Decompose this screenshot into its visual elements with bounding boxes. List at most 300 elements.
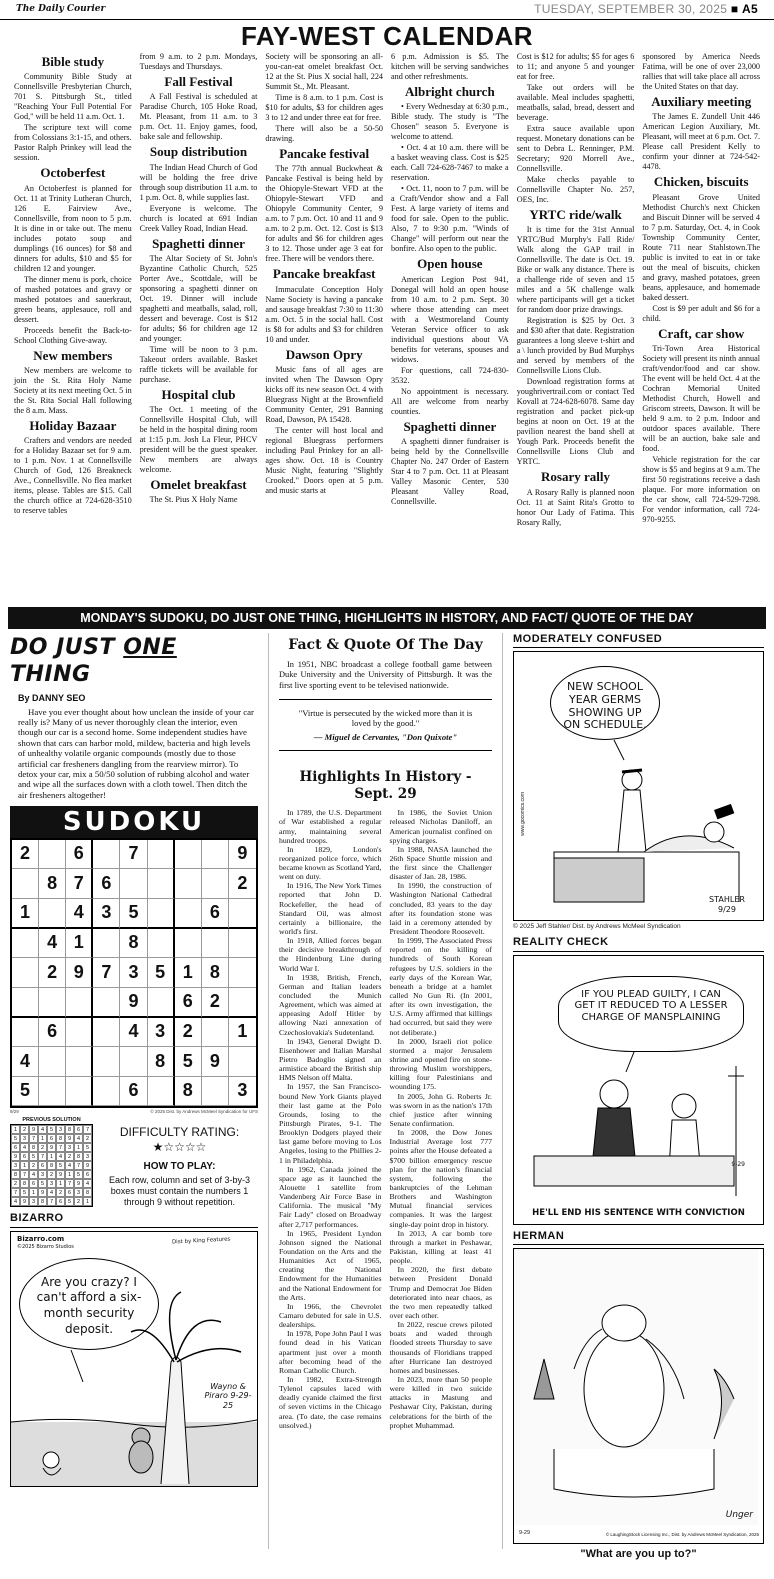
history-entry: In 1962, Canada joined the space age as it launched the Alouette 1 satellite from Vandenberg Air Force Base in California. The musical "My Fair Lady" closed on Broadway after 2,717 performances. xyxy=(279,1164,382,1229)
calendar-paragraph: Society will be sponsoring an all-you-can-eat omelet breakfast Oct. 12 at the St. Pius X social hall, 224 Summit St., Mt. Pleasant. xyxy=(265,52,384,91)
quote-box xyxy=(279,699,492,751)
reality-drawing xyxy=(514,956,758,1224)
calendar-paragraph: For questions, call 724-830-3532. xyxy=(391,365,509,385)
previous-solution-cell: 6 xyxy=(11,1143,20,1152)
history-entry: In 2008, the Dow Jones Industrial Average lost 777 points after the House defeated a $700 billion emergency rescue plan for the nation's financial system, following the bankruptcies of the Lehman Brothers and Washington Mutual financial services companies. It was the largest single-day point drop in history. xyxy=(389,1128,492,1229)
previous-solution-cell: 7 xyxy=(65,1179,74,1188)
sudoku-cell[interactable]: 6 xyxy=(175,988,202,1018)
calendar-paragraph: Proceeds benefit the Back-to-School Clothing Give-away. xyxy=(14,325,132,345)
previous-solution-cell: 8 xyxy=(83,1188,92,1197)
reality-check-label: REALITY CHECK xyxy=(513,936,764,951)
calendar-paragraph: There will also be a 50-50 drawing. xyxy=(265,124,384,143)
previous-solution-cell: 5 xyxy=(11,1134,20,1143)
calendar-paragraph: The 77th annual Buckwheat & Pancake Festival is being held by the Ohiopyle-Stewart VFD at the Ohiopyle-Stewart VFD and Ohiopyle Community Center, 9 a.m. to 7 p.m. Oct. 10 and 11 and 9 a.m. to 2 p.m. Oct. 12. Cost is $13 for adults and $6 for children ages 3 to 12. Those under age 3 eat for free. There will be vendors there. xyxy=(265,164,384,264)
sudoku-cell[interactable]: 4 xyxy=(66,899,93,929)
calendar-heading: Rosary rally xyxy=(541,469,610,485)
previous-solution-cell: 6 xyxy=(20,1152,29,1161)
sudoku-cell[interactable]: 5 xyxy=(148,958,175,987)
byline: By DANNY SEO xyxy=(18,692,86,703)
fact-text: In 1951, NBC broadcast a college football game between Duke University and the University of Pittsburgh. It was the first live sporting event to be televised nationwide. xyxy=(279,660,492,690)
calendar-paragraph: • Every Wednesday at 6:30 p.m., Bible study. The study is "The Chosen" season 5. Everyone is welcome to attend. xyxy=(391,102,509,142)
history-entry: In 2023, more than 50 people were killed in two suicide attacks in Mastung and Peshawar City, Pakistan, during celebrations for the birth of the prophet Muhammad. xyxy=(389,1374,492,1430)
sudoku-cell[interactable] xyxy=(93,1047,120,1076)
calendar-heading: Open house xyxy=(417,256,483,272)
sudoku-cell[interactable] xyxy=(39,988,66,1018)
sudoku-cell[interactable]: 2 xyxy=(12,840,39,869)
previous-solution-cell: 6 xyxy=(74,1125,83,1134)
sudoku-cell[interactable] xyxy=(148,899,175,929)
history-entry: In 1789, the U.S. Department of War established a regular army, maintaining several hundred troops. xyxy=(279,808,382,845)
previous-solution-cell: 1 xyxy=(74,1143,83,1152)
calendar-paragraph: Cost is $12 for adults; $5 for ages 6 to 11; and anyone 5 and younger eat for free. xyxy=(516,52,635,81)
calendar-heading: Pancake festival xyxy=(279,146,370,161)
previous-solution-cell: 5 xyxy=(47,1125,56,1134)
calendar-column xyxy=(140,52,258,604)
calendar-paragraph: The scripture text will come from Colossians 3:1-15, and others. Pastor Ralph Prinkey will lead the session. xyxy=(14,123,132,163)
sudoku-cell[interactable] xyxy=(39,840,66,869)
calendar-paragraph: New members are welcome to join the St. Rita Holy Name Society at its next meeting Oct. 5 in the St. Rita Social Hall following the 8 a.m. Mass. xyxy=(14,365,132,415)
previous-solution-cell: 9 xyxy=(56,1170,65,1179)
history-entry: In 1943, General Dwight D. Eisenhower and Italian Marshal Pietro Badoglio signed an armistice aboard the British ship HMS Nelson off Malta. xyxy=(279,1036,382,1083)
calendar-column xyxy=(265,52,383,604)
calendar-paragraph: Everyone is welcome. The church is located at 691 Indian Creek Valley Road, Indian Head. xyxy=(139,203,258,233)
sudoku-cell[interactable] xyxy=(66,1077,93,1106)
calendar-heading: Spaghetti dinner xyxy=(152,235,245,251)
previous-solution-cell: 7 xyxy=(47,1197,56,1206)
bottom-section xyxy=(0,629,774,1561)
moderately-confused-comic: NEW SCHOOL YEAR GERMS SHOWING UP ON SCHEDULE. www.gocomics.com STAHLER 9/29 xyxy=(513,651,764,921)
how-to-play-text: Each row, column and set of 3-by-3 boxes must contain the numbers 1 through 9 without repetition. xyxy=(108,1174,251,1207)
sudoku-copyright: © 2025 Dist. by Andrews McMeel Syndication for UFS xyxy=(150,1109,258,1114)
bizarro-signature: Wayno & Piraro 9-29-25 xyxy=(204,1381,252,1411)
previous-solution-cell: 1 xyxy=(83,1197,92,1206)
sudoku-cell[interactable] xyxy=(175,869,202,898)
sudoku-cell[interactable] xyxy=(175,899,202,929)
previous-solution-cell: 4 xyxy=(74,1134,83,1143)
previous-solution-cell: 2 xyxy=(56,1188,65,1197)
sudoku-cell[interactable]: 8 xyxy=(175,1077,202,1106)
sudoku-cell[interactable] xyxy=(202,1077,229,1106)
calendar-paragraph: The dinner menu is pork, choice of mashed potatoes and gravy or mashed potatoes and sauerkraut, green beans, applesauce, roll and dessert. xyxy=(14,274,132,324)
date-text: TUESDAY, SEPTEMBER 30, 2025 xyxy=(534,2,728,17)
previous-solution-cell: 7 xyxy=(56,1143,65,1152)
calendar-paragraph: Take out orders will be available. Meal includes spaghetti, meatballs, salad, bread, dessert and beverage. xyxy=(516,83,635,122)
sudoku-cell[interactable] xyxy=(229,988,256,1018)
sudoku-cell[interactable]: 3 xyxy=(229,1077,256,1106)
sudoku-cell[interactable] xyxy=(93,1018,120,1047)
previous-solution-cell: 7 xyxy=(11,1188,20,1197)
previous-solution-cell: 1 xyxy=(38,1134,47,1143)
sudoku-cell[interactable]: 1 xyxy=(229,1018,256,1047)
calendar-paragraph: Download registration forms at youghrivertrail.com or contact Ted Kovall at 724-628-6078. Same day registration and packet pick-up begins at noon on Oct. 19 at the pavilion nearest the band shell at Yough Park. Proceeds benefit the Connellsville Lions Club and YRTC. xyxy=(516,377,635,467)
sudoku-cell[interactable]: 9 xyxy=(229,840,256,869)
history-entry: In 1986, the Soviet Union released Nicholas Daniloff, an American journalist confined on spying charges. xyxy=(389,808,492,845)
calendar-paragraph: • Oct. 11, noon to 7 p.m. will be a Craft/Vendor show and a Fall Fest. A large variety of items and food for sale. Open to the public. Also, 7 to 9:30 p.m. "Winds of Change" will perform out near the bonfire. Also open to the public. xyxy=(391,184,509,254)
history-entry: In 1966, the Chevrolet Camaro debuted for sale in U.S. dealerships. xyxy=(279,1301,382,1330)
previous-solution-cell: 7 xyxy=(83,1125,92,1134)
quote-text: "Virtue is persecuted by the wicked more than it is loved by the good." xyxy=(298,707,473,729)
previous-solution-cell: 9 xyxy=(83,1161,92,1170)
confused-speech-bubble: NEW SCHOOL YEAR GERMS SHOWING UP ON SCHEDULE. xyxy=(550,666,660,740)
calendar-paragraph: The Indian Head Church of God will be holding the free drive through soup distribution 11 a.m. to 1 p.m. Oct. 8, while supplies last. xyxy=(139,162,258,202)
previous-solution-cell: 6 xyxy=(65,1188,74,1197)
history-entry: In 1988, NASA launched the 26th Space Shuttle mission and the first since the Challenger disaster of Jan. 28, 1986. xyxy=(389,844,492,882)
sudoku-cell[interactable]: 6 xyxy=(39,1018,66,1047)
calendar-heading: Spaghetti dinner xyxy=(403,418,497,434)
previous-solution-cell: 8 xyxy=(65,1125,74,1134)
sudoku-cell[interactable]: 5 xyxy=(120,899,147,929)
calendar-paragraph: Tri-Town Area Historical Society will present its ninth annual craft/vendor/food and car show. The event will be held Oct. 4 at the Cochran Memorial United Methodist Church, Howell and Griscom streets, Dawson. It will be held 9 a.m. to 2 p.m. Indoor and outdoor spaces available. There will be an auction, bake sale and food. xyxy=(642,343,761,453)
sudoku-cell[interactable]: 6 xyxy=(93,869,120,898)
reality-signature: 9-29 xyxy=(731,1160,745,1168)
previous-solution-cell: 2 xyxy=(11,1179,20,1188)
sudoku-cell[interactable]: 3 xyxy=(148,1018,175,1047)
sudoku-cell[interactable]: 8 xyxy=(202,958,229,987)
history-entry: In 1965, President Lyndon Johnson signed the National Foundation on the Arts and the Humanities Act of 1965, creating the National Endowment for the Humanities and the National Endowment for the Arts. xyxy=(279,1228,382,1302)
sudoku-cell[interactable] xyxy=(12,958,39,987)
sudoku-cell[interactable] xyxy=(66,1047,93,1076)
sudoku-cell[interactable]: 7 xyxy=(66,869,93,898)
do-just-one-thing-title: DO JUST ONE THING xyxy=(10,635,177,687)
previous-solution-cell: 1 xyxy=(29,1188,38,1197)
bizarro-label: BIZARRO xyxy=(10,1212,258,1227)
sudoku-cell[interactable] xyxy=(202,840,229,869)
previous-solution-grid xyxy=(10,1124,93,1207)
previous-solution-cell: 9 xyxy=(11,1152,20,1161)
previous-solution-cell: 6 xyxy=(56,1197,65,1206)
previous-solution-cell: 3 xyxy=(83,1152,92,1161)
calendar-paragraph: Pleasant Grove United Methodist Church's next Chicken and Biscuit Dinner will be served 4 to 7 p.m. Saturday, Oct. 4, in Cook Township Community Center, Route 711 near Stahlstown.The public is invited to eat in or take out the meal of biscuits, chicken and gravy, mashed potatoes, green beans, applesauce, and homemade baked dessert. xyxy=(642,192,761,302)
sudoku-cell[interactable]: 2 xyxy=(229,869,256,898)
calendar-paragraph: Immaculate Conception Holy Name Society is having a pancake and sausage breakfast 7:30 to 11:30 a.m. Oct. 5 in the social hall. Cost is $8 for adults and $3 for children 10 and under. xyxy=(265,284,384,344)
calendar-paragraph: Make checks payable to Connellsville Chapter No. 257, OES, Inc. xyxy=(516,175,635,204)
bizarro-drawing xyxy=(11,1232,257,1486)
previous-solution-cell: 6 xyxy=(29,1179,38,1188)
history-entry: In 2020, the first debate between President Donald Trump and Democrat Joe Biden deteriorated into near chaos, as the two men repeatedly talked over each other. xyxy=(389,1265,492,1320)
previous-solution-cell: 2 xyxy=(47,1170,56,1179)
history-entry: In 1978, Pope John Paul I was found dead in his Vatican apartment just over a month after becoming head of the Roman Catholic Church. xyxy=(279,1329,382,1375)
calendar-heading: Craft, car show xyxy=(658,325,745,341)
sudoku-cell[interactable]: 1 xyxy=(12,899,39,929)
previous-solution-cell: 7 xyxy=(38,1152,47,1161)
sudoku-cell[interactable] xyxy=(202,869,229,898)
left-column xyxy=(10,633,258,1549)
previous-solution-cell: 1 xyxy=(11,1125,20,1134)
sudoku-cell[interactable]: 9 xyxy=(66,958,93,987)
sudoku-cell[interactable] xyxy=(148,840,175,869)
bizarro-speech-bubble: Are you crazy? I can't afford a six-month security deposit. xyxy=(19,1258,159,1350)
sudoku-cell[interactable] xyxy=(93,1077,120,1106)
previous-solution-cell: 9 xyxy=(20,1197,29,1206)
previous-solution-cell: 5 xyxy=(56,1161,65,1170)
previous-solution-cell: 4 xyxy=(65,1161,74,1170)
previous-solution-cell: 8 xyxy=(56,1134,65,1143)
sudoku-cell[interactable] xyxy=(12,869,39,898)
previous-solution-cell: 7 xyxy=(20,1170,29,1179)
sudoku-cell[interactable]: 6 xyxy=(202,899,229,929)
previous-solution-cell: 2 xyxy=(29,1161,38,1170)
previous-solution-cell: 3 xyxy=(20,1134,29,1143)
previous-solution-cell: 2 xyxy=(83,1134,92,1143)
calendar-paragraph: 6 p.m. Admission is $5. The kitchen will be serving sandwiches and other refreshments. xyxy=(391,52,509,81)
calendar-heading: Chicken, biscuits xyxy=(653,174,749,190)
sudoku-cell[interactable]: 2 xyxy=(39,958,66,987)
quote-attribution: — Miguel de Cervantes, "Don Quixote" xyxy=(313,731,458,742)
herman-label: HERMAN xyxy=(513,1230,764,1245)
previous-solution-cell: 5 xyxy=(20,1188,29,1197)
previous-solution-cell: 1 xyxy=(47,1152,56,1161)
sudoku-cell[interactable] xyxy=(120,1047,147,1076)
calendar-paragraph: Crafters and vendors are needed for a Holiday Bazaar set for 9 a.m. to 1 p.m. Nov. 1 at Connellsville Church of God, 126 Breakneck Ave., Connellsville. No flea market items, please. Tables are $15. Call the church office at 724-628-3510 to reserve tables xyxy=(14,436,132,516)
previous-solution-cell: 8 xyxy=(74,1152,83,1161)
sudoku-cell[interactable] xyxy=(175,929,202,958)
calendar-paragraph: American Legion Post 941, Donegal will hold an open house from 10 a.m. to 2 p.m. Sept. 30 where those attending can meet with a Westmoreland County Veteran Service officer to ask individual questions about VA benefits for veterans, spouses and widows. xyxy=(391,274,509,364)
calendar-paragraph: Time is 8 a.m. to 1 p.m. Cost is $10 for adults, $3 for children ages 3 to 12 and under three eat for free. xyxy=(265,93,384,122)
previous-solution-cell: 3 xyxy=(47,1179,56,1188)
sudoku-title: SUDOKU xyxy=(10,806,258,838)
difficulty-stars: ★☆☆☆☆ xyxy=(152,1140,207,1155)
sudoku-cell[interactable] xyxy=(93,840,120,869)
previous-solution-cell: 5 xyxy=(83,1143,92,1152)
calendar-paragraph: The James E. Zundell Unit 446 American Legion Auxiliary, Mt. Pleasant, will meet at 6 p.m. Oct. 7. Please call President Kelly to confirm your dinner at 724-542-4478. xyxy=(642,112,761,172)
calendar-column xyxy=(14,52,132,604)
newspaper-brand: The Daily Courier xyxy=(16,4,106,15)
difficulty-box: DIFFICULTY RATING: ★☆☆☆☆ HOW TO PLAY: Each row, column and set of 3-by-3 boxes must contain the numbers 1 through 9 without repetition. xyxy=(101,1117,258,1207)
sudoku-cell[interactable] xyxy=(148,1077,175,1106)
calendar-heading: Pancake breakfast xyxy=(272,266,376,282)
previous-solution-cell: 4 xyxy=(83,1179,92,1188)
sudoku-cell[interactable] xyxy=(175,840,202,869)
sudoku-cell[interactable]: 9 xyxy=(120,988,147,1018)
sudoku-cell[interactable] xyxy=(229,958,256,987)
confused-drawing xyxy=(514,652,758,920)
calendar-paragraph: The Oct. 1 meeting of the Connellsville Hospital Club, will be held in the hospital dining room at 1:15 p.m. Josh La Fleur, PHCV president will be the guest speaker. New members are always welcome. xyxy=(139,405,258,475)
calendar-heading: Holiday Bazaar xyxy=(29,417,117,433)
previous-solution-cell: 9 xyxy=(38,1188,47,1197)
previous-solution-cell: 4 xyxy=(38,1125,47,1134)
sudoku-cell[interactable] xyxy=(148,929,175,958)
history-entry: In 1916, The New York Times reported that John D. Rockefeller, the head of Standard Oil, was almost certainly a billionaire, the world's first. xyxy=(279,881,382,937)
history-title: Highlights In History - Sept. 29 xyxy=(299,769,472,802)
sudoku-cell[interactable]: 5 xyxy=(12,1077,39,1106)
previous-solution-cell: 2 xyxy=(38,1143,47,1152)
calendar-heading: Octoberfest xyxy=(40,165,106,181)
calendar-paragraph: Community Bible Study at Connellsville Presbyterian Church, 701 S. Pittsburgh St., titled "Reaching Your Full Potential For God," will be held 11 a.m. Oct. 1. xyxy=(14,72,132,122)
calendar-paragraph: Time will be noon to 3 p.m. Takeout orders available. Basket raffle tickets will be available for purchase. xyxy=(139,344,258,384)
sudoku-cell[interactable]: 9 xyxy=(202,1047,229,1076)
sudoku-cell[interactable]: 2 xyxy=(175,1018,202,1047)
previous-solution: PREVIOUS SOLUTION 1 2 9 4 5 3 8 6 7 5 3 7 1 6 8 9 4 2 6 4 8 2 9 7 3 1 5 9 6 5 7 1 4 2 8 3 3 1 2 6 8 5 4 7 9 8 7 4 3 2 9 1 5 6 2 8 6 5 3 1 7 9 4 7 5 1 9 4 2 6 3 8 4 9 3 8 7 6 5 2 1 xyxy=(10,1117,93,1207)
sudoku-cell[interactable]: 4 xyxy=(120,1018,147,1047)
sudoku-cell[interactable] xyxy=(39,1047,66,1076)
sudoku-cell[interactable]: 4 xyxy=(12,1047,39,1076)
calendar-paragraph: • Oct. 4 at 10 a.m. there will be a basket weaving class. Cost is $25 each. Call 724-628-7467 to make a reservation. xyxy=(391,143,509,183)
sudoku-cell[interactable] xyxy=(39,1077,66,1106)
calendar-paragraph: Music fans of all ages are invited when The Dawson Opry kicks off its new season Oct. 4 with Bluegrass Night at the Brownfield Community Center, 291 Banning Road, Dawson, PA 15428. xyxy=(265,364,384,424)
previous-solution-cell: 7 xyxy=(74,1161,83,1170)
sudoku-cell[interactable]: 8 xyxy=(39,869,66,898)
reality-caption: HE'LL END HIS SENTENCE WITH CONVICTION xyxy=(532,1208,745,1219)
djot-body: Have you ever thought about how unclean the inside of your car really is? Many of us never thoroughly clean the interior, even though our car is a second home. Some independent studies have shown that cars can harbor mold, mildew, bacteria and high levels of unhealthy volatile organic compounds (mostly due to those artificial car fresheners dangling from the rearview mirror). To detox your car, mix a 50/50 solution of rubbing alcohol and water and wipe all the surfaces down with a cloth towel. Then ditch the air fresheners altogether! xyxy=(18,706,254,800)
sudoku-cell[interactable]: 8 xyxy=(120,929,147,958)
sudoku-footer xyxy=(10,1117,258,1207)
calendar-heading: Auxiliary meeting xyxy=(651,94,752,109)
sudoku-date: 9/29 xyxy=(10,1109,19,1114)
previous-solution-cell: 6 xyxy=(83,1170,92,1179)
sudoku-cell[interactable] xyxy=(229,899,256,929)
calendar-column xyxy=(391,52,509,604)
moderately-confused-label: MODERATELY CONFUSED xyxy=(513,633,764,648)
reality-speech-bubble: IF YOU PLEAD GUILTY, I CAN GET IT REDUCED TO A LESSER CHARGE OF MANSPLAINING xyxy=(558,976,744,1052)
calendar-heading: Omelet breakfast xyxy=(150,477,247,493)
previous-solution-cell: 3 xyxy=(74,1188,83,1197)
calendar-paragraph: Extra sauce available upon request. Monetary donations can be sent to Debra L. Renninger, P.M. Secretary; 920 Morrell Ave., Connellsville. xyxy=(516,124,635,173)
previous-solution-cell: 9 xyxy=(29,1125,38,1134)
calendar-paragraph: It is time for the 31st Annual YRTC/Bud Murphy's Fall Ride/ Walk along the GAP trail in Connellsville. The date is Oct. 19. Bike or walk any distance. There is a challenge ride of seven and 15 miles and a 5K challenge walk where participants will get a ticket for random door prize drawings. xyxy=(516,225,635,315)
sudoku-cell[interactable]: 5 xyxy=(175,1047,202,1076)
previous-solution-cell: 7 xyxy=(29,1134,38,1143)
sudoku-cell[interactable]: 1 xyxy=(66,929,93,958)
herman-caption: "What are you up to?" xyxy=(580,1548,697,1561)
sudoku-cell[interactable] xyxy=(148,869,175,898)
bizarro-comic: Bizarro.com ©2025 Bizarro Studios Dist by King Features Are you crazy? I can't afford a six-month security deposit. Wayno & Piraro 9-29-25 xyxy=(10,1231,258,1487)
calendar-heading: Dawson Opry xyxy=(285,346,363,362)
sudoku-cell[interactable] xyxy=(12,1018,39,1047)
sudoku-cell[interactable] xyxy=(66,1018,93,1047)
previous-solution-cell: 2 xyxy=(74,1197,83,1206)
middle-column xyxy=(268,633,503,1549)
previous-solution-cell: 8 xyxy=(20,1179,29,1188)
previous-solution-cell: 3 xyxy=(11,1161,20,1170)
history-entry: In 1829, London's reorganized police force, which became known as Scotland Yard, went on duty. xyxy=(279,844,382,882)
sudoku-cell[interactable]: 2 xyxy=(202,988,229,1018)
calendar-column xyxy=(517,52,635,604)
sudoku-cell[interactable] xyxy=(93,988,120,1018)
previous-solution-cell: 8 xyxy=(29,1143,38,1152)
calendar-heading: New members xyxy=(33,347,113,363)
sudoku-cell[interactable]: 3 xyxy=(93,899,120,929)
previous-solution-cell: 6 xyxy=(47,1134,56,1143)
calendar-paragraph: No appointment is necessary. All are welcome from nearby counties. xyxy=(391,386,509,416)
page-date: TUESDAY, SEPTEMBER 30, 2025 ■ A5 xyxy=(534,2,758,17)
history-entry: In 1957, the San Francisco-bound New York Giants played their last game at the Polo Grounds, losing to the Pittsburgh Pirates, 9-1. The Brooklyn Dodgers played their last game before moving to Los Angeles, losing to the Phillies 2-1 in Philadelphia. xyxy=(279,1082,382,1165)
sudoku-cell[interactable]: 6 xyxy=(120,1077,147,1106)
sudoku-cell[interactable] xyxy=(202,1018,229,1047)
confused-signature: STAHLER 9/29 xyxy=(709,894,745,914)
sudoku-cell[interactable] xyxy=(93,929,120,958)
sudoku-cell[interactable] xyxy=(39,899,66,929)
sudoku-cell[interactable] xyxy=(66,988,93,1018)
calendar-paragraph: A spaghetti dinner fundraiser is being held by the Connellsville Chapter No. 247 Order of Eastern Star 4 to 7 p.m. Oct. 11 at Pleasant Valley Masonic Center, 530 Pleasant Valley Road, Connellsville. xyxy=(391,436,509,506)
calendar-paragraph: A Fall Festival is scheduled at Paradise Church, 105 Hoke Road, Mt. Pleasant, from 11 a.m. to 3 p.m. Oct. 11. Enjoy games, food, bake sale and fellowship. xyxy=(139,92,258,142)
previous-solution-cell: 9 xyxy=(65,1134,74,1143)
calendar-heading: YRTC ride/walk xyxy=(529,207,622,222)
calendar-paragraph: The Altar Society of St. John's Byzantine Catholic Church, 525 Porter Ave., Scottdale, will be sponsoring a spaghetti dinner on Oct. 19. Dinner will include spaghetti and meatballs, salad, roll, dessert and beverage. Cost is $12 for adults; $6 for children age 12 and younger. xyxy=(139,253,258,343)
sudoku-cell[interactable]: 6 xyxy=(66,840,93,869)
section-banner: MONDAY'S SUDOKU, DO JUST ONE THING, HIGHLIGHTS IN HISTORY, AND FACT/ QUOTE OF THE DAY xyxy=(8,607,766,629)
sudoku-cell[interactable]: 7 xyxy=(93,958,120,987)
history-entry: In 1999, The Associated Press reported on the killing of hundreds of South Korean refugees by U.S. soldiers in the early days of the Korean War, beneath a bridge at a hamlet called No Gun Ri. (In 2001, after its own investigation, the U.S. Army affirmed that killings had occurred, but said they were not deliberate.) xyxy=(389,936,492,1037)
sudoku-cell[interactable]: 3 xyxy=(120,958,147,987)
previous-solution-cell: 5 xyxy=(74,1170,83,1179)
history-entry: In 1938, British, French, German and Italian leaders concluded the Munich Agreement, which was aimed at appeasing Adolf Hitler by allowing Nazi annexation of Czechoslovakia's Sudetenland. xyxy=(279,972,382,1037)
previous-solution-cell: 9 xyxy=(74,1179,83,1188)
calendar-heading: Soup distribution xyxy=(149,144,248,160)
sudoku-grid[interactable] xyxy=(10,838,258,1108)
sudoku-cell[interactable] xyxy=(120,869,147,898)
history-entry: In 1918, Allied forces began their decisive breakthrough of the Hindenburg Line during World War I. xyxy=(279,936,382,973)
calendar-heading: Bible study xyxy=(41,54,105,69)
sudoku-cell[interactable] xyxy=(148,988,175,1018)
calendar-columns xyxy=(0,52,774,604)
previous-solution-cell: 8 xyxy=(11,1170,20,1179)
previous-solution-cell: 3 xyxy=(65,1143,74,1152)
calendar-heading: Albright church xyxy=(405,84,495,99)
history-columns xyxy=(279,808,492,1568)
masthead xyxy=(0,0,774,20)
previous-solution-cell: 4 xyxy=(20,1143,29,1152)
previous-solution-cell: 1 xyxy=(56,1179,65,1188)
previous-solution-cell: 2 xyxy=(20,1125,29,1134)
sudoku-cell[interactable]: 8 xyxy=(148,1047,175,1076)
fact-quote-title: Fact & Quote Of The Day xyxy=(288,637,483,653)
history-entry: In 1990, the construction of Washington National Cathedral concluded, 83 years to the day after its foundation stone was laid in a ceremony attended by President Theodore Roosevelt. xyxy=(389,881,492,937)
previous-solution-cell: 5 xyxy=(65,1197,74,1206)
sudoku-cell[interactable] xyxy=(229,1047,256,1076)
previous-solution-cell: 4 xyxy=(56,1152,65,1161)
previous-solution-cell: 4 xyxy=(29,1170,38,1179)
sudoku-cell[interactable] xyxy=(12,929,39,958)
sudoku-cell[interactable] xyxy=(229,929,256,958)
previous-solution-cell: 4 xyxy=(11,1197,20,1206)
confused-credit: © 2025 Jeff Stahler/ Dist. by Andrews McMeel Syndication xyxy=(513,923,681,931)
calendar-heading: Fall Festival xyxy=(164,74,233,89)
calendar-paragraph: sponsored by America Needs Fatima, will be one of over 23,000 rallies that will take place all across the United States on that day. xyxy=(642,52,761,91)
history-entry: In 2022, rescue crews piloted boats and waded through flooded streets Thursday to save thousands of Floridians trapped after Hurricane Ian destroyed homes and businesses. xyxy=(389,1320,492,1375)
herman-comic: 9-29 Unger © LaughingStock Licensing Inc., Dist. by Andrews McMeel Syndication, 2025 xyxy=(513,1248,764,1544)
history-entry: In 2013, A car bomb tore through a market in Peshawar, Pakistan, killing at least 41 people. xyxy=(389,1228,492,1266)
previous-solution-cell: 3 xyxy=(38,1170,47,1179)
how-to-play-title: HOW TO PLAY: xyxy=(143,1160,216,1172)
sudoku-cell[interactable] xyxy=(202,929,229,958)
sudoku-cell[interactable]: 1 xyxy=(175,958,202,987)
sudoku-cell[interactable] xyxy=(12,988,39,1018)
calendar-paragraph: from 9 a.m. to 2 p.m. Mondays, Tuesdays and Thursdays. xyxy=(139,52,258,71)
previous-solution-cell: 5 xyxy=(38,1179,47,1188)
previous-solution-cell: 2 xyxy=(65,1152,74,1161)
calendar-paragraph: The center will host local and regional Bluegrass performers including Paul Prinkey for an all-ages show. Oct. 18 is Country Music Night, featuring "Slightly Crooked." Doors open at 5 p.m. and music starts at xyxy=(265,425,384,495)
previous-solution-cell: 5 xyxy=(29,1152,38,1161)
previous-solution-cell: 3 xyxy=(29,1197,38,1206)
page-title: FAY-WEST CALENDAR xyxy=(240,21,534,51)
previous-solution-cell: 8 xyxy=(38,1197,47,1206)
history-entry: In 2000, Israeli riot police stormed a major Jerusalem shrine and opened fire on stone-throwing Muslim worshippers, killing four Palestinians and wounding 175. xyxy=(389,1036,492,1092)
sudoku-cell[interactable]: 4 xyxy=(39,929,66,958)
previous-solution-cell: 9 xyxy=(47,1143,56,1152)
calendar-heading: Hospital club xyxy=(161,386,236,402)
calendar-paragraph: Vehicle registration for the car show is $5 and begins at 9 a.m. The first 50 registrations receive a dash plaque. For more information on the car show, call 724-529-7298. For vendor information, call 724-970-9255. xyxy=(642,454,761,524)
previous-solution-cell: 1 xyxy=(20,1161,29,1170)
previous-solution-cell: 3 xyxy=(56,1125,65,1134)
sudoku-cell[interactable]: 7 xyxy=(120,840,147,869)
calendar-paragraph: A Rosary Rally is planned noon Oct. 11 at Saint Rita's Grotto to honor Our Lady of Fatima. This Rosary Rally, xyxy=(516,487,635,527)
calendar-column xyxy=(642,52,760,604)
previous-solution-cell: 4 xyxy=(47,1188,56,1197)
calendar-paragraph: Cost is $9 per adult and $6 for a child. xyxy=(642,303,761,323)
herman-drawing xyxy=(514,1249,758,1525)
history-entry: In 1982, Extra-Strength Tylenol capsules laced with deadly cyanide claimed the first of seven victims in the Chicago area. (To date, the case remains unsolved.) xyxy=(279,1374,382,1430)
history-entry: In 2005, John G. Roberts Jr. was sworn in as the nation's 17th chief justice after winning Senate confirmation. xyxy=(389,1091,492,1128)
